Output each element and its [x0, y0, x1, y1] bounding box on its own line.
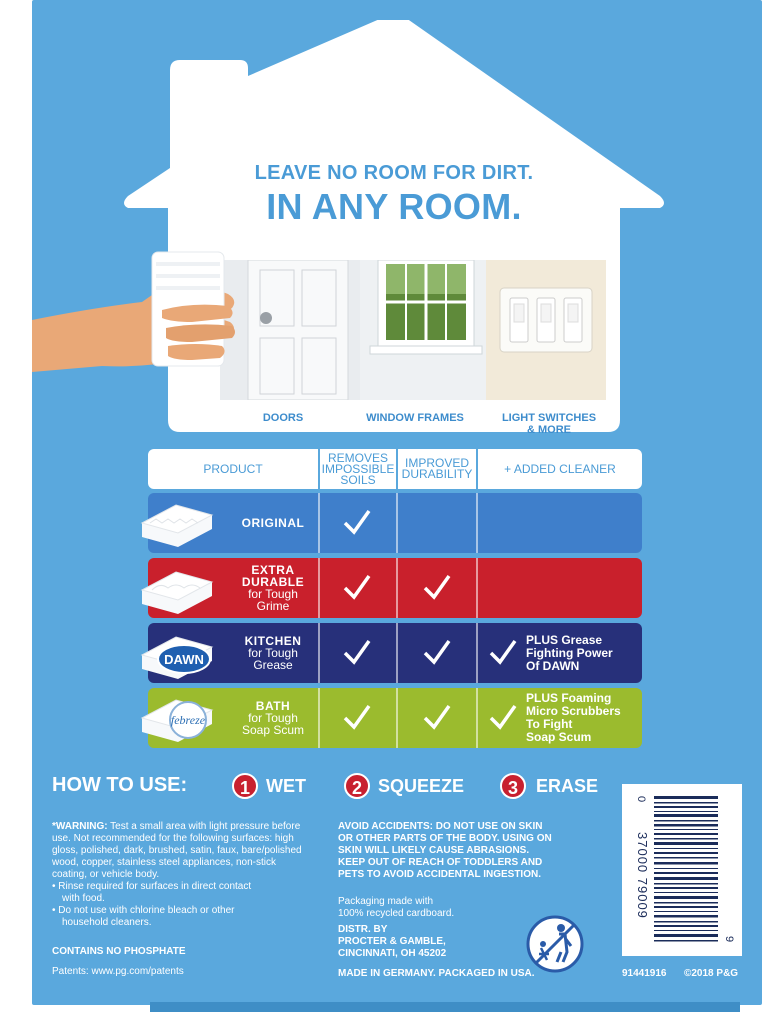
step-2-number: 2	[344, 773, 370, 799]
header-added-cleaner: + ADDED CLEANER	[504, 461, 616, 476]
header-removes-impossible-soils: REMOVES IMPOSSIBLE SOILS	[321, 450, 395, 487]
step-2-label: SQUEEZE	[378, 776, 465, 796]
svg-text:37000 79009: 37000 79009	[635, 832, 650, 919]
product-name-bath: BATH for Tough Soap Scum	[241, 699, 305, 737]
check-icon	[422, 572, 452, 602]
febreze-logo	[136, 692, 216, 744]
check-icon	[422, 702, 452, 732]
room-label-window-frames: WINDOW FRAMES	[366, 412, 464, 424]
keep-away-from-children-icon	[525, 914, 585, 974]
sponge-extra-durable-icon	[136, 564, 216, 616]
dawn-logo	[136, 629, 216, 681]
barcode	[622, 784, 742, 956]
headline-line1: LEAVE NO ROOM FOR DIRT.	[254, 162, 534, 184]
sponge-original-icon	[136, 497, 216, 549]
copyright-text: ©2018 P&G	[684, 968, 739, 979]
no-phosphate-text: CONTAINS NO PHOSPHATE	[52, 946, 186, 957]
how-to-use-title: HOW TO USE:	[52, 774, 188, 796]
warning-text: *WARNING: Test a small area with light pressure before use. Not recommended for the following surfaces: high gloss, polished, dark, brushed, satin, faux, bare/polished wood, copper, stainless steel appliances, non-stick coating, or vehicle body. • Rinse required for surfaces in direct contact with food. • Do not use with chlorine bleach or other household cleaners.	[52, 821, 302, 928]
header-improved-durability: IMPROVED DURABILITY	[401, 456, 473, 481]
step-3-number: 3	[500, 773, 526, 799]
check-icon	[342, 702, 372, 732]
step-1-label: WET	[266, 776, 306, 796]
comparison-table-header	[148, 449, 642, 489]
product-name-original: ORIGINAL	[241, 516, 305, 530]
check-icon	[488, 702, 518, 732]
room-label-doors: DOORS	[262, 412, 304, 424]
product-name-kitchen: KITCHEN for Tough Grease	[244, 634, 302, 672]
headline-line2: IN ANY ROOM.	[266, 186, 522, 227]
hand-with-sponge-illustration	[32, 248, 242, 378]
step-3-label: ERASE	[536, 776, 599, 796]
check-icon	[342, 507, 372, 537]
room-label-light-switches: LIGHT SWITCHES & MORE	[501, 412, 597, 436]
package-edge	[150, 1002, 740, 1012]
product-row-bath	[148, 688, 642, 748]
check-icon	[422, 637, 452, 667]
product-row-kitchen	[148, 623, 642, 683]
check-icon	[342, 572, 372, 602]
check-icon	[342, 637, 372, 667]
product-row-original	[148, 493, 642, 553]
distributor-text: DISTR. BY PROCTER & GAMBLE, CINCINNATI, OH 45202	[338, 924, 447, 959]
product-row-extra-durable	[148, 558, 642, 618]
patents-text: Patents: www.pg.com/patents	[52, 966, 184, 977]
made-in-text: MADE IN GERMANY. PACKAGED IN USA.	[338, 968, 535, 979]
check-icon	[488, 637, 518, 667]
product-name-extra-durable: EXTRA DURABLE for Tough Grime	[241, 563, 305, 613]
barcode-panel	[622, 784, 742, 956]
svg-text:9: 9	[723, 936, 735, 943]
plus-grease-fighting-text: PLUS Grease Fighting Power Of DAWN	[526, 632, 613, 673]
packaging-text: Packaging made with 100% recycled cardboard.	[338, 896, 455, 919]
window-photo	[360, 260, 486, 400]
light-switch-photo	[486, 260, 606, 400]
svg-text:0: 0	[635, 796, 647, 803]
plus-foaming-scrubbers-text: PLUS Foaming Micro Scrubbers To Fight Soap Scum	[526, 691, 621, 744]
step-1-number: 1	[232, 773, 258, 799]
header-product: PRODUCT	[203, 461, 263, 476]
svg-text:DAWN: DAWN	[164, 652, 204, 667]
product-code: 91441916	[622, 968, 667, 979]
avoid-accidents-text: AVOID ACCIDENTS: DO NOT USE ON SKIN OR OTHER PARTS OF THE BODY. USING ON SKIN WILL LIKELY CAUSE ABRASIONS. KEEP OUT OF REACH OF TODDLERS AND PETS TO AVOID ACCIDENTAL INGESTION.	[338, 821, 552, 880]
svg-text:febreze: febreze	[170, 713, 206, 727]
